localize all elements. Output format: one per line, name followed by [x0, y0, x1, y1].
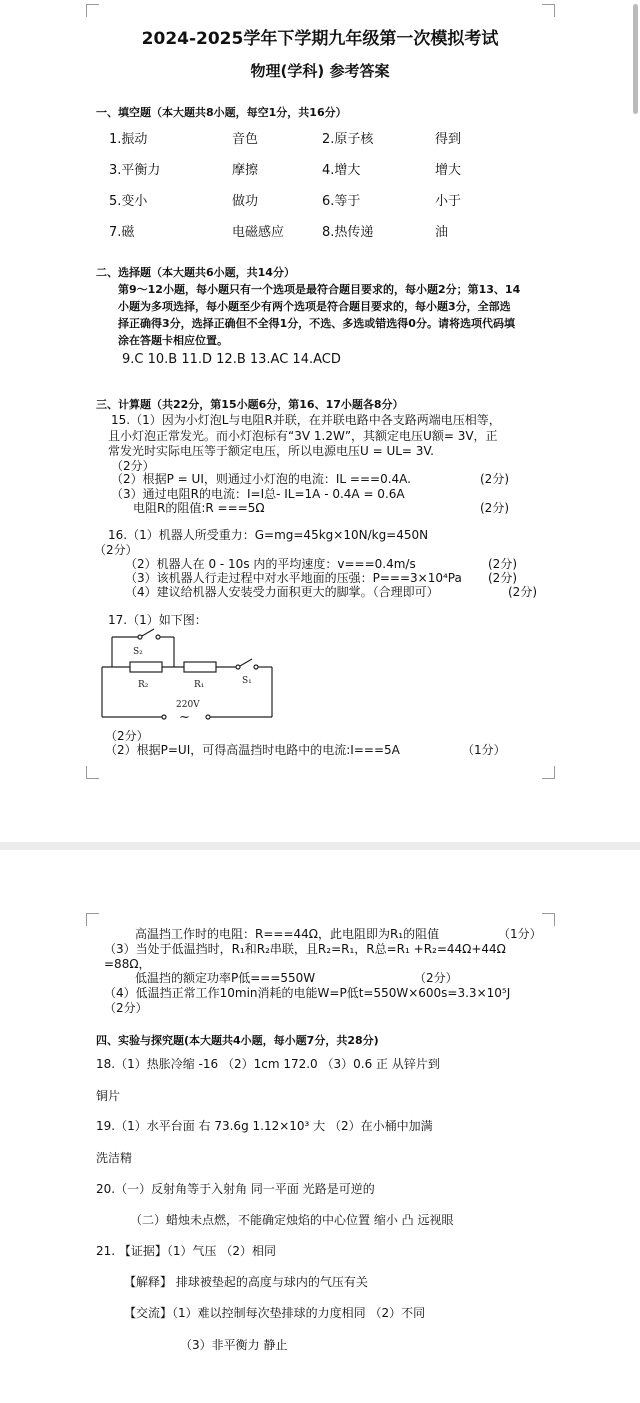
q16-line: 16.（1）机器人所受重力：G=mg=45kg×10N/kg=450N — [108, 528, 429, 542]
label-s2: S₂ — [133, 647, 143, 657]
q17-cont-line: （2分） — [104, 1001, 148, 1015]
answer-cell: 电磁感应 — [232, 225, 285, 240]
q16-line: （3）该机器人行走过程中对水平地面的压强：P===3×10⁴Pa — [125, 571, 462, 585]
score: (2分) — [488, 571, 517, 585]
q15-line: 电阻R的阻值:R ===5Ω — [133, 501, 265, 515]
crop-mark — [86, 766, 99, 779]
experiment-line: 【解释】 排球被垫起的高度与球内的气压有关 — [124, 1275, 368, 1289]
score: (2分) — [508, 585, 537, 599]
score: (2分) — [480, 472, 509, 486]
q15-line: （2）根据P = UI，则通过小灯泡的电流：IL ===0.4A. — [111, 472, 411, 486]
circuit-diagram — [100, 625, 280, 725]
answer-cell: 7.磁 — [109, 225, 135, 240]
section-1-heading: 一、填空题（本大题共8小题，每空1分，共16分） — [96, 106, 347, 119]
score: (2分) — [480, 501, 509, 515]
crop-mark — [86, 4, 99, 17]
label-r1: R₁ — [194, 680, 205, 690]
answer-cell: 油 — [435, 225, 449, 240]
page-2 — [0, 850, 640, 1403]
q17-line: （2）根据P=UI，可得高温挡时电路中的电流:I===5A — [105, 743, 400, 757]
page-title: 2024-2025学年下学期九年级第一次模拟考试 — [141, 29, 499, 49]
experiment-line: 【交流】（1）难以控制每次垫排球的力度相同 （2）不同 — [124, 1306, 426, 1320]
answer-cell: 2.原子核 — [322, 132, 374, 147]
answer-cell: 音色 — [232, 132, 259, 147]
q16-line: （2分） — [94, 543, 138, 557]
scrollbar[interactable] — [633, 4, 638, 114]
score: (2分) — [488, 557, 517, 571]
experiment-line: 18.（1）热胀冷缩 -16 （2）1cm 172.0 （3）0.6 正 从锌片到 — [96, 1057, 440, 1071]
score: （1分） — [498, 927, 542, 941]
score: （1分） — [462, 743, 506, 757]
q16-line: （2）机器人在 0 - 10s 内的平均速度：v===0.4m/s — [125, 557, 416, 571]
q15-line: 且小灯泡正常发光。而小灯泡标有“3V 1.2W”，其额定电压U额= 3V，正 — [108, 429, 498, 443]
score: （2分） — [414, 971, 458, 985]
section-3-heading: 三、计算题（共22分，第15小题6分，第16、17小题各8分） — [96, 398, 404, 411]
page-subtitle: 物理(学科) 参考答案 — [250, 62, 390, 80]
answer-cell: 4.增大 — [322, 163, 361, 178]
q15-line: 常发光时实际电压等于额定电压，所以电源电压U = UL= 3V. — [108, 444, 434, 458]
q17-cont-line: =88Ω， — [104, 957, 151, 971]
q16-line: （4）建议给机器人安装受力面积更大的脚掌。（合理即可） — [125, 585, 439, 599]
section-2-line: 第9～12小题，每小题只有一个选项是最符合题目要求的，每小题2分；第13、14 — [118, 283, 521, 296]
q15-line: （2分） — [111, 459, 155, 473]
experiment-line: 20.（一）反射角等于入射角 同一平面 光路是可逆的 — [96, 1182, 375, 1196]
experiment-line: （二）蜡烛未点燃，不能确定烛焰的中心位置 缩小 凸 远视眼 — [130, 1213, 454, 1227]
choice-answers: 9.C 10.B 11.D 12.B 13.AC 14.ACD — [122, 352, 341, 367]
section-2-line: 涂在答题卡相应位置。 — [118, 334, 228, 347]
experiment-line: 洗洁精 — [96, 1151, 133, 1165]
crop-mark — [86, 913, 99, 926]
label-s1: S₁ — [242, 676, 252, 686]
q17-cont-line: （3）当处于低温挡时，R₁和R₂串联，且R₂=R₁，R总=R₁ +R₂=44Ω+44Ω — [104, 942, 506, 956]
experiment-line: 19.（1）水平台面 右 73.6g 1.12×10³ 大 （2）在小桶中加满 — [96, 1119, 433, 1133]
q15-line: （3）通过电阻R的电流：I=I总- IL=1A - 0.4A = 0.6A — [111, 487, 405, 501]
crop-mark — [542, 913, 555, 926]
q17-cont-line: 低温挡的额定功率P低===550W — [135, 971, 316, 985]
label-r2: R₂ — [138, 680, 149, 690]
label-voltage: 220V — [176, 700, 200, 710]
q15-line: 15.（1）因为小灯泡L与电阻R并联，在并联电路中各支路两端电压相等， — [111, 413, 501, 427]
answer-cell: 小于 — [435, 194, 462, 209]
answer-cell: 3.平衡力 — [109, 163, 161, 178]
answer-cell: 摩擦 — [232, 163, 259, 178]
section-2-heading: 二、选择题（本大题共6小题，共14分） — [96, 266, 295, 279]
q17-cont-line: 高温挡工作时的电阻：R===44Ω，此电阻即为R₁的阻值 — [135, 927, 440, 941]
experiment-line: 铜片 — [96, 1089, 121, 1103]
ac-symbol: ~ — [179, 710, 190, 725]
q17-line: 17.（1）如下图： — [108, 613, 207, 627]
answer-cell: 得到 — [435, 132, 462, 147]
section-2-line: 择正确得3分，选择正确但不全得1分，不选、多选或错选得0分。请将选项代码填 — [118, 317, 515, 330]
section-2-line: 小题为多项选择，每小题至少有两个选项是符合题目要求的，每小题3分，全部选 — [118, 300, 511, 313]
q17-line: （2分） — [105, 729, 149, 743]
answer-cell: 增大 — [435, 163, 462, 178]
answer-cell: 6.等于 — [322, 194, 361, 209]
answer-cell: 5.变小 — [109, 194, 148, 209]
crop-mark — [542, 766, 555, 779]
experiment-line: （3）非平衡力 静止 — [180, 1338, 288, 1352]
section-4-heading: 四、实验与探究题(本大题共4小题，每小题7分，共28分) — [96, 1034, 379, 1047]
answer-cell: 8.热传递 — [322, 225, 374, 240]
q17-cont-line: （4）低温挡正常工作10min消耗的电能W=P低t=550W×600s=3.3×10⁵J — [104, 986, 511, 1000]
answer-cell: 1.振动 — [109, 132, 148, 147]
experiment-line: 21. 【证据】（1）气压 （2）相同 — [96, 1244, 276, 1258]
answer-cell: 做功 — [232, 194, 259, 209]
crop-mark — [542, 4, 555, 17]
